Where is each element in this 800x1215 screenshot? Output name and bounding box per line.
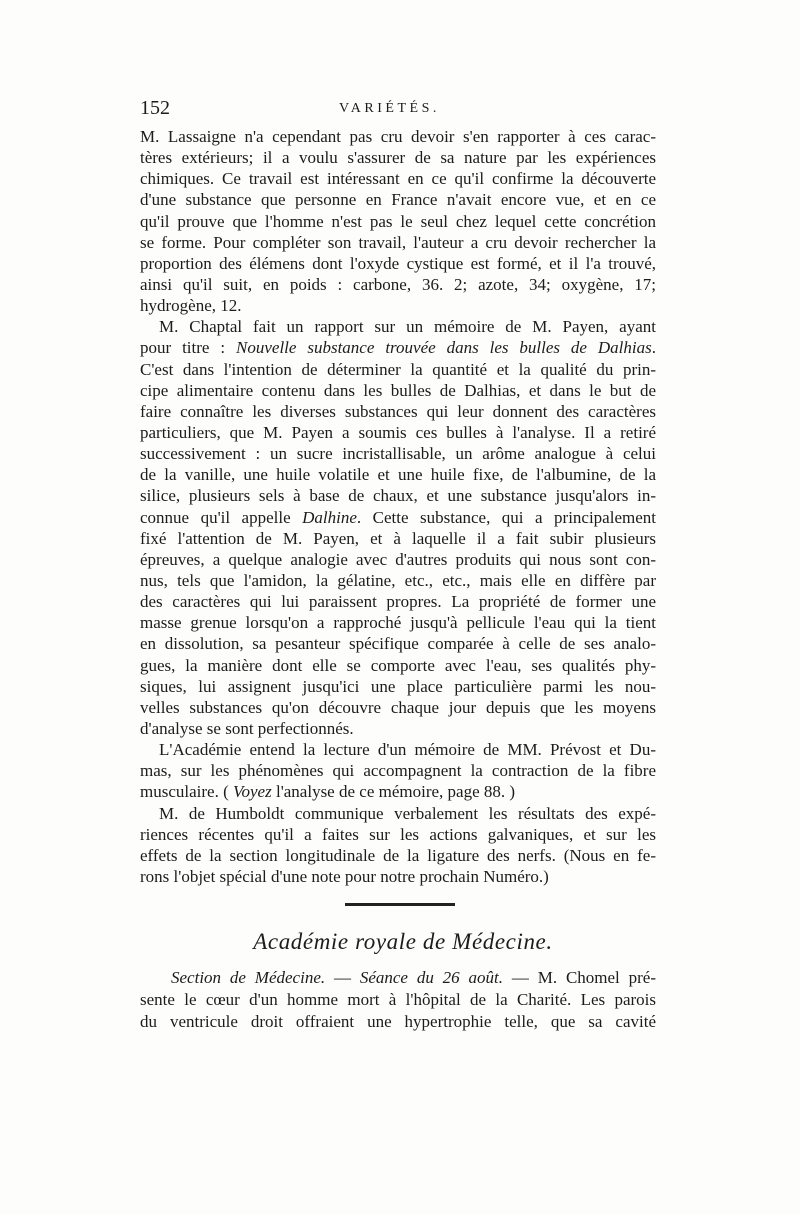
italic-title: Nouvelle substance trouvée dans les bulles de Dalhias [236, 338, 652, 358]
text-line: en dissolution, sa pesanteur spécifique comparée à celle de ses analo- [140, 634, 656, 654]
paragraph-lassaigne [140, 126, 656, 316]
text-line: rons l'objet spécial d'une note pour notre prochain Numéro.) [140, 866, 549, 886]
text-line: proportion des élémens dont l'oxyde cystique est formé, et il l'a trouvé, [140, 253, 656, 273]
text-line: sente le cœur d'un homme mort à l'hôpital de la Charité. Les parois [140, 990, 656, 1009]
text-line: gues, la manière dont elle se comporte avec l'eau, ses qualités phy- [140, 655, 656, 675]
text-line: d'une substance que personne en France n'avait encore vue, et en ce [140, 190, 656, 210]
text-line: successivement : un sucre incristallisable, un arôme analogue à celui [140, 444, 656, 464]
text-line: effets de la section longitudinale de la ligature des nerfs. (Nous en fe- [140, 845, 656, 865]
text-line: mas, sur les phénomènes qui accompagnent la contraction de la fibre [140, 761, 656, 781]
text-segment: musculaire. ( [140, 782, 233, 802]
text-line: M. Chaptal fait un rapport sur un mémoire de M. Payen, ayant [159, 317, 656, 337]
text-line: qu'il prouve que l'homme n'est pas le seul chez lequel cette concrétion [140, 211, 656, 231]
section-divider [345, 903, 455, 906]
academie-sciences-section [140, 126, 656, 887]
text-line: tères extérieurs; il a voulu s'assurer de sa nature par les expériences [140, 148, 656, 168]
text-line: M. Lassaigne n'a cependant pas cru devoir s'en rapporter à ces carac- [140, 127, 656, 146]
academie-medecine-section [140, 967, 656, 1033]
text-line: ainsi qu'il suit, en poids : carbone, 36. 2; azote, 34; oxygène, 17; [140, 274, 656, 294]
text-line: de la vanille, une huile volatile et une huile fixe, de l'albumine, de la [140, 465, 656, 485]
italic-term: Dalhine [302, 507, 357, 527]
text-segment: . Cette substance, qui a principalement [356, 507, 656, 527]
text-segment: . [651, 338, 656, 358]
running-header [140, 96, 656, 122]
text-line: fixé l'attention de M. Payen, et à laquelle il a fait subir plusieurs [140, 528, 656, 548]
text-line: particuliers, que M. Payen a soumis ces bulles à l'analyse. Il a retiré [140, 422, 656, 442]
text-line: L'Académie entend la lecture d'un mémoire de MM. Prévost et Du- [159, 740, 656, 760]
text-segment: — M. Chomel pré- [503, 968, 656, 987]
text-line: nus, tels que l'amidon, la gélatine, etc., etc., mais elle en diffère par [140, 570, 656, 590]
text-line: siques, lui assignent jusqu'ici une place particulière parmi les nou- [140, 676, 656, 696]
text-line: silice, plusieurs sels à base de chaux, et une substance jusqu'alors in- [140, 486, 656, 506]
text-line: velles substances qu'on découvre chaque jour depuis que les moyens [140, 697, 656, 717]
italic-term: Section de Médecine. [171, 968, 326, 987]
text-line: C'est dans l'intention de déterminer la quantité et la qualité du prin- [140, 359, 656, 379]
text-segment: pour titre : [140, 338, 237, 358]
text-line: se forme. Pour compléter son travail, l'auteur a cru devoir rechercher la [140, 232, 656, 252]
paragraph-humboldt [140, 803, 656, 888]
paragraph-prevost-dumas [140, 739, 656, 802]
text-line [140, 507, 656, 528]
text-line [140, 781, 656, 802]
text-line: des caractères qui lui paraissent propres. La propriété de former une [140, 592, 656, 612]
text-line: masse grenue lorsqu'on a rapproché jusqu'à pellicule l'eau qui la tient [140, 613, 656, 633]
italic-term: Voyez [233, 782, 272, 802]
text-line: cipe alimentaire contenu dans les bulles de Dalhias, et dans le but de [140, 380, 656, 400]
text-line: M. de Humboldt communique verbalement les résultats des expé- [159, 803, 656, 823]
text-segment: connue qu'il appelle [140, 507, 303, 527]
running-title: VARIÉTÉS. [339, 101, 440, 116]
italic-term: Séance du 26 août. [359, 968, 504, 987]
text-line [140, 967, 656, 989]
paragraph-chaptal [140, 316, 656, 739]
section-heading: Académie royale de Médecine. [253, 929, 553, 954]
text-line: épreuves, a quelque analogie avec d'autres produits qui nous sont con- [140, 549, 656, 569]
text-segment: l'analyse de ce mémoire, page 88. ) [271, 782, 516, 802]
text-line [140, 337, 656, 358]
text-line: d'analyse se sont perfectionnés. [140, 718, 354, 738]
text-line: chimiques. Ce travail est intéressant en ce qu'il confirme la découverte [140, 169, 656, 189]
text-segment: — [325, 968, 360, 987]
page-number: 152 [140, 97, 170, 119]
text-line: riences récentes qu'il a faites sur les actions galvaniques, et sur les [140, 824, 656, 844]
text-line: faire connaître les diverses substances qui leur donnent des caractères [140, 401, 656, 421]
text-line: hydrogène, 12. [140, 296, 242, 316]
paragraph-chomel [140, 967, 656, 1033]
text-line: du ventricule droit offraient une hypertrophie telle, que sa cavité [140, 1012, 656, 1031]
